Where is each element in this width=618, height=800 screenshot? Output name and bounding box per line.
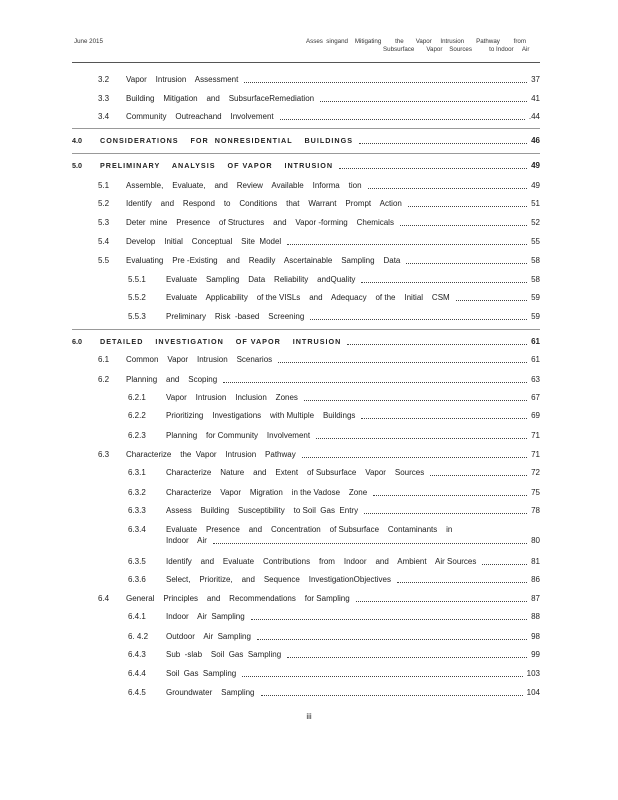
toc-entry-number: 5.3 [98, 218, 110, 227]
toc-entry-page: 37 [531, 75, 540, 84]
toc-entry[interactable] [72, 430, 540, 442]
dot-leader [287, 236, 527, 245]
toc-entry-page: 99 [531, 650, 540, 659]
dot-leader [397, 574, 527, 583]
toc-entry-page: 67 [531, 393, 540, 402]
toc-entry-number: 6.4.3 [128, 650, 146, 659]
toc-entry-number: 5.4 [98, 237, 110, 246]
toc-entry-title: Outdoor Air Sampling [166, 632, 251, 641]
toc-entry-page: 63 [531, 375, 540, 384]
toc-entry-page: 58 [531, 256, 540, 265]
toc-entry-title: Preliminary Risk -based Screening [166, 312, 305, 321]
toc-entry[interactable] [72, 217, 540, 229]
toc-entry-page: 98 [531, 632, 540, 641]
toc-entry[interactable] [72, 354, 540, 366]
toc-entry-page: 49 [531, 181, 540, 190]
toc-entry[interactable] [72, 487, 540, 499]
toc-entry-title: DETAILED INVESTIGATION OF VAPOR INTRUSION [100, 337, 342, 346]
dot-leader [408, 198, 527, 207]
toc-entry[interactable] [72, 93, 540, 105]
toc-entry-page: 103 [526, 669, 540, 678]
toc-entry-title: Characterize Vapor Migration in the Vadose Zone [166, 488, 368, 497]
toc-entry-title: Characterize the Vapor Intrusion Pathway [126, 450, 296, 459]
toc-entry-page: 86 [531, 575, 540, 584]
toc-entry-page: 49 [531, 161, 540, 170]
toc-entry-title: Select, Prioritize, and Sequence InvestigationObjectives [166, 575, 392, 584]
toc-entry-number: 6.1 [98, 355, 110, 364]
dot-leader [482, 556, 527, 565]
toc-entry-page: 71 [531, 450, 540, 459]
dot-leader [257, 631, 527, 640]
toc-entry[interactable] [72, 336, 540, 348]
toc-entry[interactable] [72, 392, 540, 404]
dot-leader [242, 668, 522, 677]
toc-entry-page: 87 [531, 594, 540, 603]
toc-entry-page: 59 [531, 293, 540, 302]
toc-entry[interactable] [72, 160, 540, 172]
toc-entry-page: 104 [526, 688, 540, 697]
toc-entry-page: 51 [531, 199, 540, 208]
toc-entry[interactable] [72, 574, 540, 586]
toc-entry-number: 6.4 [98, 594, 110, 603]
toc-entry[interactable] [72, 74, 540, 86]
dot-leader [280, 111, 525, 120]
dot-leader [347, 336, 527, 345]
toc-entry[interactable] [72, 556, 540, 568]
toc-entry-title: Identify and Respond to Conditions that Warrant Prompt Action [126, 199, 402, 208]
toc-entry-title: Groundwater Sampling [166, 688, 255, 697]
toc-entry-number: 6.3.4 [128, 525, 146, 534]
toc-entry-title-continued: Indoor Air [166, 536, 207, 545]
toc-entry-title: General Principles and Recommendations for Sampling [126, 594, 350, 603]
toc-entry-page: 41 [531, 94, 540, 103]
toc-entry-page: 59 [531, 312, 540, 321]
toc-entry[interactable] [72, 255, 540, 267]
toc-entry-title: Planning for Community Involvement [166, 431, 311, 440]
toc-entry-page: 46 [531, 136, 540, 145]
dot-leader [368, 180, 528, 189]
toc-entry-page: 80 [531, 536, 540, 545]
dot-leader [339, 160, 527, 169]
toc-entry-number: 5.5.1 [128, 275, 146, 284]
toc-entry[interactable] [72, 449, 540, 461]
section-divider [72, 329, 540, 330]
toc-entry-number: 3.4 [98, 112, 110, 121]
dot-leader [364, 505, 527, 514]
toc-entry-title: Community Outreachand Involvement [126, 112, 274, 121]
toc-entry[interactable] [72, 687, 540, 699]
toc-entry-title: Characterize Nature and Extent of Subsurface Vapor Sources [166, 468, 425, 477]
dot-leader [251, 611, 527, 620]
toc-entry-number: 6.3.6 [128, 575, 146, 584]
toc-entry-page: 88 [531, 612, 540, 621]
toc-entry-number: 6.4.5 [128, 688, 146, 697]
toc-entry-page: 61 [531, 355, 540, 364]
toc-entry-title: Prioritizing Investigations with Multiple Buildings [166, 411, 356, 420]
toc-entry-title: Evaluate Applicability of the VISLs and Adequacy of the Initial CSM [166, 293, 450, 302]
toc-entry-number: 6.3.2 [128, 488, 146, 497]
toc-entry-number: 5.5 [98, 256, 110, 265]
toc-entry-number: 4.0 [72, 136, 82, 145]
toc-entry-number: 6.3.1 [128, 468, 146, 477]
toc-entry-number: 6.2.2 [128, 411, 146, 420]
header-title-line1: Asses singand Mitigating the Vapor Intrusion Pathway from [306, 38, 526, 45]
toc-entry[interactable] [72, 374, 540, 386]
toc-entry-title: Building Mitigation and SubsurfaceRemediation [126, 94, 315, 103]
toc-entry-number: 6.4.1 [128, 612, 146, 621]
toc-entry-title: Evaluate Presence and Concentration of Subsurface Contaminants in [166, 525, 453, 534]
toc-entry[interactable] [72, 292, 540, 304]
toc-entry-number: 6.2.1 [128, 393, 146, 402]
dot-leader [223, 374, 527, 383]
toc-entry-title: Common Vapor Intrusion Scenarios [126, 355, 273, 364]
toc-entry-title: Assemble, Evaluate, and Review Available Informa tion [126, 181, 362, 190]
header-title-line2: Subsurface Vapor Sources to Indoor Air [383, 46, 530, 53]
toc-entry-title: PRELIMINARY ANALYSIS OF VAPOR INTRUSION [100, 161, 334, 170]
toc-entry[interactable] [72, 198, 540, 210]
dot-leader [287, 649, 527, 658]
toc-entry-title: Assess Building Susceptibility to Soil Gas Entry [166, 506, 359, 515]
dot-leader [310, 311, 527, 320]
toc-entry-number: 6.0 [72, 337, 82, 346]
toc-entry-title: Deter mine Presence of Structures and Vapor -forming Chemicals [126, 218, 394, 227]
dot-leader [400, 217, 527, 226]
toc-entry[interactable] [72, 410, 540, 422]
toc-entry-page: 58 [531, 275, 540, 284]
dot-leader [316, 430, 527, 439]
toc-entry-page: 81 [531, 557, 540, 566]
toc-entry-number: 6.2.3 [128, 431, 146, 440]
toc-entry[interactable] [72, 180, 540, 192]
toc-entry-title: Vapor Intrusion Assessment [126, 75, 239, 84]
dot-leader [361, 410, 527, 419]
toc-entry[interactable] [72, 611, 540, 623]
toc-entry-page: 69 [531, 411, 540, 420]
toc-entry-title: Soil Gas Sampling [166, 669, 237, 678]
toc-entry-title: CONSIDERATIONS FOR NONRESIDENTIAL BUILDINGS [100, 136, 353, 145]
toc-entry-title: Identify and Evaluate Contributions from Indoor and Ambient Air Sources [166, 557, 477, 566]
toc-entry[interactable] [72, 135, 540, 147]
toc-entry-number: 6.4.4 [128, 669, 146, 678]
toc-entry-number: 3.2 [98, 75, 110, 84]
dot-leader [261, 687, 523, 696]
toc-entry[interactable] [72, 668, 540, 680]
toc-entry[interactable] [72, 467, 540, 479]
toc-entry[interactable] [72, 649, 540, 661]
dot-leader [373, 487, 527, 496]
toc-entry-number: 3.3 [98, 94, 110, 103]
toc-entry-page: 75 [531, 488, 540, 497]
toc-entry-number: 6.3.5 [128, 557, 146, 566]
toc-entry-page: 61 [531, 337, 540, 346]
toc-entry[interactable] [72, 311, 540, 323]
toc-entry[interactable] [72, 274, 540, 286]
toc-entry[interactable] [72, 593, 540, 605]
dot-leader [456, 292, 527, 301]
dot-leader [302, 449, 527, 458]
header-date: June 2015 [74, 38, 103, 45]
toc-entry[interactable] [72, 236, 540, 248]
toc-entry-title: Vapor Intrusion Inclusion Zones [166, 393, 298, 402]
toc-entry[interactable] [72, 111, 540, 123]
section-divider [72, 128, 540, 129]
toc-entry-page: 52 [531, 218, 540, 227]
toc-entry-number: 5.5.2 [128, 293, 146, 302]
toc-entry-number: 5.1 [98, 181, 110, 190]
toc-entry[interactable] [72, 631, 540, 643]
dot-leader [406, 255, 527, 264]
toc-entry-number: 6.3 [98, 450, 110, 459]
toc-entry-page: 55 [531, 237, 540, 246]
dot-leader [244, 74, 527, 83]
toc-entry-title: Sub -slab Soil Gas Sampling [166, 650, 282, 659]
dot-leader [213, 535, 527, 544]
dot-leader [361, 274, 527, 283]
toc-entry-title: Evaluating Pre -Existing and Readily Ascertainable Sampling Data [126, 256, 401, 265]
toc-entry-page: 78 [531, 506, 540, 515]
toc-entry[interactable] [72, 524, 540, 548]
footer-page-number: iii [306, 712, 312, 721]
toc-entry-number: 6. 4.2 [128, 632, 149, 641]
toc-entry-title: Indoor Air Sampling [166, 612, 245, 621]
dot-leader [320, 93, 527, 102]
toc-entry-page: 72 [531, 468, 540, 477]
toc-entry[interactable] [72, 505, 540, 517]
dot-leader [430, 467, 527, 476]
section-divider [72, 153, 540, 154]
dot-leader [359, 135, 527, 144]
toc-entry-number: 6.3.3 [128, 506, 146, 515]
dot-leader [304, 392, 527, 401]
toc-entry-page: 71 [531, 431, 540, 440]
toc-entry-title: Develop Initial Conceptual Site Model [126, 237, 282, 246]
dot-leader [356, 593, 527, 602]
toc-entry-number: 5.0 [72, 161, 82, 170]
toc-entry-number: 5.5.3 [128, 312, 146, 321]
dot-leader [278, 354, 527, 363]
toc-entry-number: 6.2 [98, 375, 110, 384]
header-rule [72, 62, 540, 63]
toc-entry-number: 5.2 [98, 199, 110, 208]
toc-entry-title: Evaluate Sampling Data Reliability andQuality [166, 275, 356, 284]
toc-entry-title: Planning and Scoping [126, 375, 218, 384]
toc-entry-page: .44 [528, 112, 540, 121]
